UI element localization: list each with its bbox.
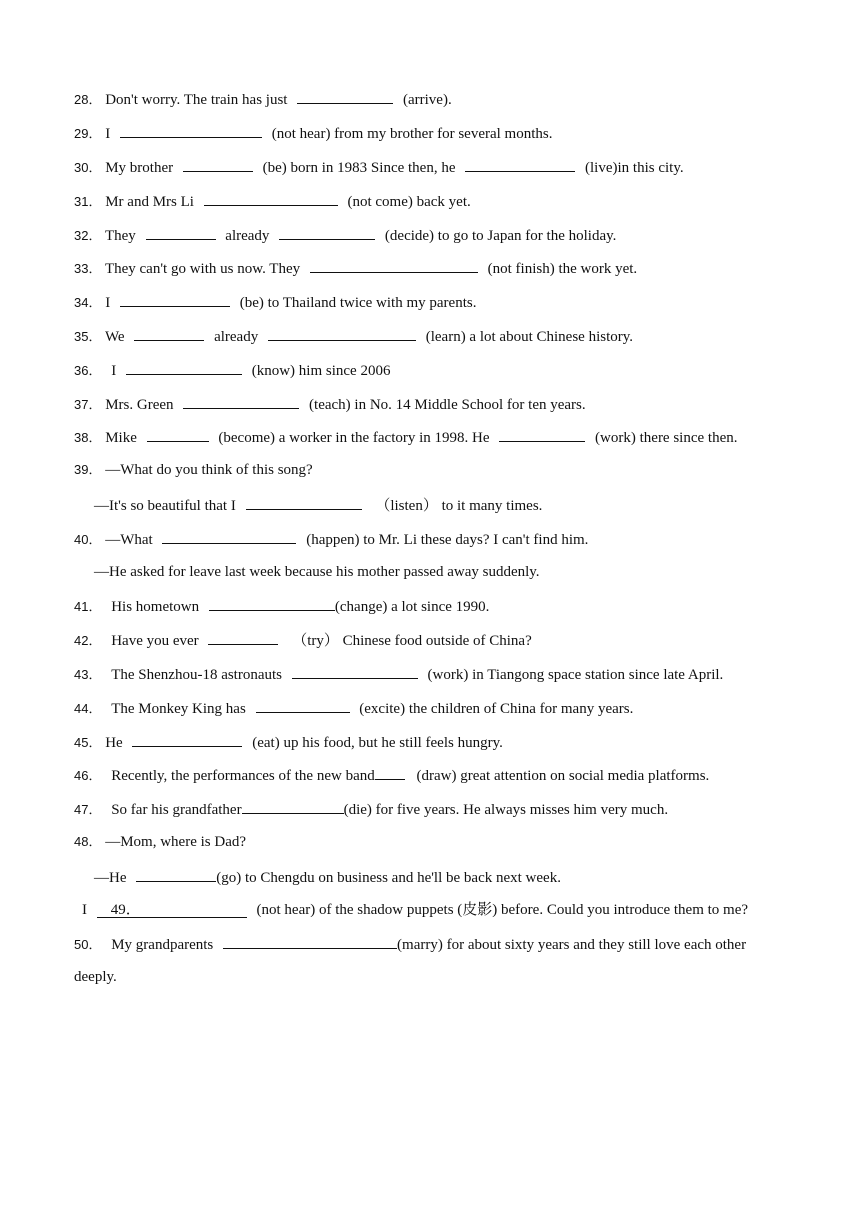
answer-blank[interactable]: [120, 292, 230, 307]
question-46: [74, 765, 709, 785]
question-29: [74, 123, 552, 143]
question-number: 31．: [74, 194, 102, 209]
question-number: 37．: [74, 397, 102, 412]
answer-blank[interactable]: [208, 630, 278, 645]
answer-blank[interactable]: [183, 157, 253, 172]
question-text: I: [105, 295, 111, 311]
answer-blank[interactable]: [310, 258, 478, 273]
question-text: —It's so beautiful that I: [94, 498, 236, 514]
question-text: Don't worry. The train has just: [105, 92, 288, 108]
question-number: 44．: [74, 701, 102, 716]
answer-blank[interactable]: [120, 123, 262, 138]
question-text: —He asked for leave last week because his mother passed away suddenly.: [94, 564, 540, 580]
question-35: [74, 326, 633, 346]
question-number: 46．: [74, 768, 102, 783]
answer-blank[interactable]: [279, 225, 375, 240]
question-text: (marry) for about sixty years and they still love each other: [397, 937, 747, 953]
question-text: (happen) to Mr. Li these days? I can't find him.: [306, 532, 589, 548]
question-text: (go) to Chengdu on business and he'll be back next week.: [216, 870, 561, 886]
question-text: I: [111, 363, 117, 379]
question-text: (work) there since then.: [595, 430, 738, 446]
question-33: [74, 258, 637, 278]
question-34: [74, 292, 476, 312]
question-text: I: [105, 126, 111, 142]
question-number: 41．: [74, 599, 102, 614]
question-number: 35．: [74, 329, 102, 344]
question-text: My grandparents: [111, 937, 214, 953]
question-text: —What do you think of this song?: [105, 462, 313, 478]
question-number: 36．: [74, 363, 102, 378]
question-text: Mr and Mrs Li: [105, 194, 194, 210]
answer-blank[interactable]: [297, 89, 393, 104]
answer-blank[interactable]: [132, 732, 242, 747]
question-50-continued: [74, 968, 117, 986]
question-30: [74, 157, 684, 177]
question-number: 38．: [74, 430, 102, 445]
question-text: He: [105, 735, 123, 751]
question-text: (work) in Tiangong space station since late April.: [427, 667, 724, 683]
question-text: The Shenzhou-18 astronauts: [111, 667, 283, 683]
question-text: Recently, the performances of the new band: [111, 768, 375, 784]
question-text: —What: [105, 532, 153, 548]
question-number: 43．: [74, 667, 102, 682]
answer-blank[interactable]: [209, 596, 335, 611]
question-37: [74, 394, 586, 414]
answer-blank[interactable]: [292, 664, 418, 679]
question-45: [74, 732, 503, 752]
question-42: [74, 630, 532, 650]
question-39: [74, 461, 313, 479]
question-number: 47．: [74, 802, 102, 817]
question-36: [74, 360, 390, 380]
question-text: His hometown: [111, 599, 200, 615]
question-44: [74, 698, 633, 718]
question-text: (teach) in No. 14 Middle School for ten years.: [309, 397, 586, 413]
answer-blank[interactable]: [246, 495, 362, 510]
question-text: (become) a worker in the factory in 1998. He: [218, 430, 490, 446]
question-number: 50．: [74, 937, 102, 952]
question-40-reply: [94, 563, 540, 581]
question-text: (not hear) of the shadow puppets (皮影) before. Could you introduce them to me?: [256, 902, 749, 918]
question-text: (not come) back yet.: [347, 194, 471, 210]
question-text: (live)in this city.: [585, 160, 684, 176]
question-28: [74, 89, 452, 109]
question-text: (not hear) from my brother for several months.: [271, 126, 553, 142]
question-38: [74, 427, 738, 447]
question-31: [74, 191, 471, 211]
question-number: 33．: [74, 261, 102, 276]
answer-blank[interactable]: [136, 867, 216, 882]
question-text: （try） Chinese food outside of China?: [292, 633, 532, 649]
question-48-reply: [94, 867, 561, 887]
question-text: We: [104, 329, 125, 345]
question-43: [74, 664, 723, 684]
answer-blank[interactable]: [223, 934, 397, 949]
question-number: 42．: [74, 633, 102, 648]
question-number: 30．: [74, 160, 102, 175]
answer-blank[interactable]: [162, 529, 296, 544]
question-text: —Mom, where is Dad?: [105, 834, 247, 850]
answer-blank[interactable]: [134, 326, 204, 341]
question-47: [74, 799, 668, 819]
question-number: 32．: [74, 228, 102, 243]
question-number: 28．: [74, 92, 102, 107]
question-text: deeply.: [74, 969, 117, 985]
question-text: (eat) up his food, but he still feels hungry.: [252, 735, 503, 751]
question-text: already: [214, 329, 259, 345]
answer-blank[interactable]: [268, 326, 416, 341]
question-text: (draw) great attention on social media platforms.: [416, 768, 710, 784]
answer-blank[interactable]: [375, 765, 405, 780]
question-text: My brother: [105, 160, 174, 176]
question-text: —He: [94, 870, 127, 886]
question-text: Mike: [105, 430, 137, 446]
question-text: (decide) to go to Japan for the holiday.: [384, 228, 617, 244]
question-number: 40．: [74, 532, 102, 547]
question-41: [74, 596, 489, 616]
answer-blank[interactable]: [242, 799, 344, 814]
question-text: (die) for five years. He always misses him very much.: [343, 802, 669, 818]
question-text: (be) to Thailand twice with my parents.: [239, 295, 477, 311]
question-text: （listen） to it many times.: [375, 498, 543, 514]
question-text: (know) him since 2006: [251, 363, 391, 379]
answer-blank[interactable]: [146, 225, 216, 240]
question-32: [74, 225, 616, 245]
answer-blank[interactable]: [183, 394, 299, 409]
question-text: They: [104, 228, 136, 244]
question-text: (learn) a lot about Chinese history.: [425, 329, 634, 345]
question-text: I: [82, 902, 87, 918]
question-number: 39．: [74, 462, 102, 477]
answer-blank[interactable]: [147, 427, 209, 442]
answer-blank[interactable]: [204, 191, 338, 206]
question-40: [74, 529, 588, 549]
question-39-reply: [94, 495, 542, 515]
question-text: (be) born in 1983 Since then, he: [262, 160, 456, 176]
question-text: They can't go with us now. They: [104, 261, 301, 277]
answer-blank[interactable]: [97, 901, 247, 918]
answer-blank[interactable]: [256, 698, 350, 713]
question-text: Have you ever: [111, 633, 199, 649]
question-text: (change) a lot since 1990.: [334, 599, 490, 615]
question-text: So far his grandfather: [111, 802, 242, 818]
question-text: already: [225, 228, 270, 244]
question-49: [82, 901, 748, 919]
answer-blank[interactable]: [126, 360, 242, 375]
question-48: [74, 833, 246, 851]
question-text: (not finish) the work yet.: [487, 261, 638, 277]
question-number: 29．: [74, 126, 102, 141]
question-text: Mrs. Green: [105, 397, 174, 413]
question-number: 48．: [74, 834, 102, 849]
answer-blank[interactable]: [499, 427, 585, 442]
question-number: 34．: [74, 295, 102, 310]
question-50: [74, 934, 746, 954]
question-text: (excite) the children of China for many years.: [359, 701, 634, 717]
question-text: (arrive).: [402, 92, 452, 108]
question-number: 49．: [110, 902, 141, 918]
question-text: The Monkey King has: [111, 701, 246, 717]
answer-blank[interactable]: [465, 157, 575, 172]
question-number: 45．: [74, 735, 102, 750]
